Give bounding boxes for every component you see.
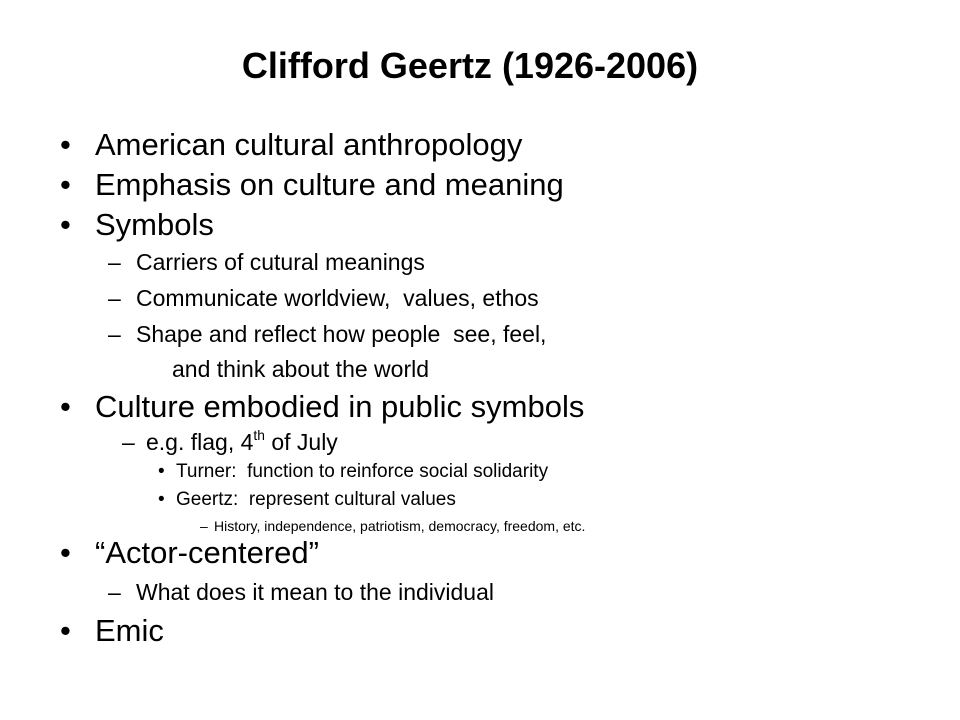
dash-marker: – bbox=[108, 249, 121, 275]
bullet-emphasis-on-culture: Emphasis on culture and meaning bbox=[95, 167, 564, 202]
bullet-culture-embodied: Culture embodied in public symbols bbox=[95, 389, 585, 424]
bullet-marker: • bbox=[158, 461, 165, 482]
sub-bullet-carriers: Carriers of cutural meanings bbox=[136, 249, 425, 275]
bullet-american-cultural-anthropology: American cultural anthropology bbox=[95, 127, 523, 162]
dash-marker: – bbox=[108, 321, 121, 347]
sub-sub-bullet-geertz: Geertz: represent cultural values bbox=[176, 489, 456, 510]
dash-marker: – bbox=[108, 285, 121, 311]
bullet-marker: • bbox=[158, 489, 165, 510]
bullet-marker: • bbox=[60, 167, 71, 202]
flag-example-text: e.g. flag, 4 bbox=[146, 429, 254, 455]
dash-marker: – bbox=[108, 579, 121, 605]
bullet-emic: Emic bbox=[95, 613, 164, 648]
bullet-marker: • bbox=[60, 127, 71, 162]
bullet-marker: • bbox=[60, 535, 71, 570]
bullet-marker: • bbox=[60, 389, 71, 424]
sub-bullet-individual-meaning: What does it mean to the individual bbox=[136, 579, 494, 605]
sub-bullet-flag-example bbox=[146, 428, 338, 456]
sub-bullet-shape-continuation: and think about the world bbox=[172, 356, 430, 382]
level4-history-list: History, independence, patriotism, democracy, freedom, etc. bbox=[214, 518, 586, 534]
sub-sub-bullet-turner: Turner: function to reinforce social solidarity bbox=[176, 461, 549, 482]
bullet-marker: • bbox=[60, 207, 71, 242]
sub-bullet-communicate: Communicate worldview, values, ethos bbox=[136, 285, 539, 311]
bullet-actor-centered: “Actor-centered” bbox=[95, 535, 319, 570]
dash-marker: – bbox=[200, 518, 208, 534]
flag-example-tail: of July bbox=[264, 429, 338, 455]
sub-bullet-shape-and-reflect: Shape and reflect how people see, feel, bbox=[136, 321, 547, 347]
bullet-marker: • bbox=[60, 613, 71, 648]
bullet-symbols: Symbols bbox=[95, 207, 214, 242]
ordinal-suffix: th bbox=[253, 427, 265, 443]
slide-title: Clifford Geertz (1926-2006) bbox=[241, 45, 699, 86]
dash-marker: – bbox=[122, 429, 135, 455]
